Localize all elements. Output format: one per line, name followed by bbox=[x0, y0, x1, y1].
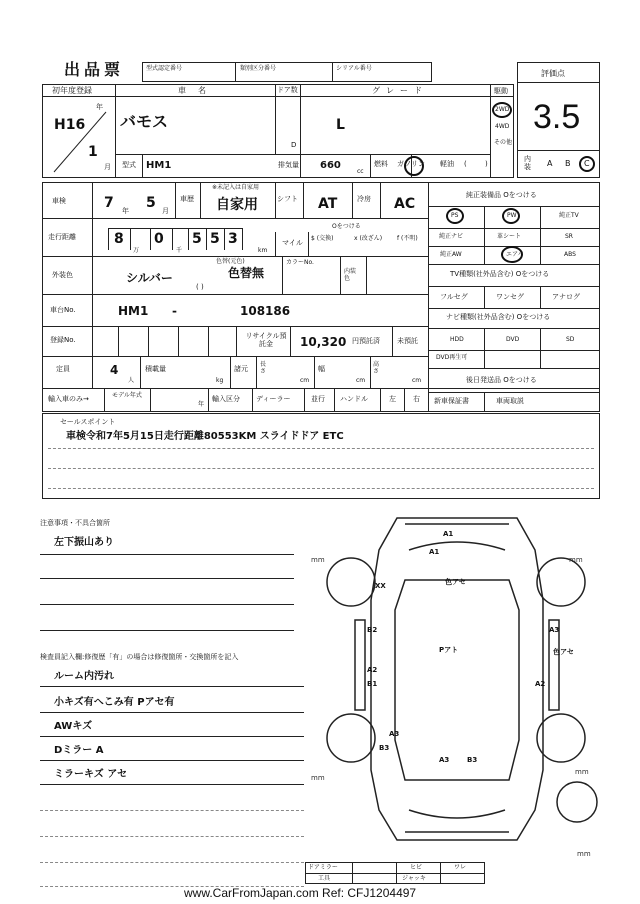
mileage-digit-1: 8 bbox=[114, 231, 124, 247]
equip-airbag: エアバ bbox=[506, 251, 524, 258]
import-dealer: ディーラー bbox=[256, 395, 291, 403]
notes-item-1: 左下振山あり bbox=[54, 537, 114, 548]
mileage-man: 万 bbox=[133, 247, 140, 254]
legend-crack: ヒビ bbox=[410, 864, 423, 871]
model-year-unit: 年 bbox=[198, 401, 205, 408]
nav-title: ナビ種類(社外品含む) Oをつける bbox=[446, 313, 551, 321]
mileage-digit-4: 5 bbox=[210, 231, 220, 247]
diag-mark-b1: B1 bbox=[367, 680, 378, 688]
car-grade: L bbox=[336, 117, 345, 133]
first-reg-month: 1 bbox=[88, 144, 98, 160]
equip-pw: PW bbox=[507, 212, 517, 219]
interior-label: 内装 bbox=[524, 155, 531, 171]
diag-mark-fade-right: 色アセ bbox=[553, 648, 574, 656]
dims-length-cm: cm bbox=[300, 377, 310, 384]
inspection-year: 7 bbox=[104, 195, 114, 211]
capacity-unit: 人 bbox=[128, 377, 135, 384]
aftermarket-title: 後日発送品 Oをつける bbox=[466, 376, 537, 384]
door-mark: D bbox=[291, 141, 297, 149]
tv-title: TV種類(社外品含む) Oをつける bbox=[450, 270, 550, 278]
sales-point-text: 車検令和7年5月15日走行距離80553KM スライドドア ETC bbox=[66, 431, 344, 442]
interior-c: C bbox=[584, 159, 590, 168]
capacity-label: 定員 bbox=[56, 365, 70, 373]
model-label: 型式 bbox=[122, 161, 136, 169]
inspection-month: 5 bbox=[146, 195, 156, 211]
mileage-circle-note: Oをつける bbox=[332, 223, 361, 230]
car-name: バモス bbox=[120, 112, 169, 131]
tv-analog: アナログ bbox=[552, 293, 580, 301]
diag-mm-2: mm bbox=[569, 556, 583, 564]
mileage-opt-tamper: x (改ざん) bbox=[354, 235, 383, 242]
capacity-value: 4 bbox=[110, 363, 119, 377]
history-value: 自家用 bbox=[216, 197, 258, 213]
dims-length: 長さ bbox=[260, 361, 267, 375]
diag-mark-a1-top: A1 bbox=[443, 530, 454, 538]
inspector-item-1: ルーム内汚れ bbox=[54, 671, 114, 682]
load-unit: kg bbox=[216, 377, 224, 384]
registration-label: 登録No. bbox=[50, 336, 76, 344]
legend-break: ワレ bbox=[454, 864, 467, 871]
tv-oneseg: ワンセグ bbox=[496, 293, 524, 301]
diag-mark-a2-left: A2 bbox=[367, 666, 378, 674]
mileage-sen: 千 bbox=[176, 247, 183, 254]
repaint-paren: ( ) bbox=[196, 283, 204, 291]
inspector-item-5: ミラーキズ アセ bbox=[54, 769, 128, 780]
deposit-paid: 円預託済 bbox=[352, 337, 380, 345]
deposit-unpaid: 未預託 bbox=[397, 337, 418, 345]
shift-label: シフト bbox=[277, 195, 298, 203]
page-title: 出品票 bbox=[64, 60, 125, 79]
import-handle: ハンドル bbox=[340, 395, 368, 403]
diag-mark-a3-left: A3 bbox=[389, 730, 400, 738]
chassis-dash: - bbox=[172, 304, 177, 318]
diag-mark-a3-rear: A3 bbox=[439, 756, 450, 764]
chassis-label: 車台No. bbox=[50, 306, 76, 314]
legend-jack: ジャッキ bbox=[402, 875, 426, 882]
mileage-digit-2: 0 bbox=[154, 231, 164, 247]
inspection-month-unit: 月 bbox=[162, 207, 169, 215]
dims-width: 幅 bbox=[318, 365, 325, 373]
import-parallel: 並行 bbox=[311, 395, 325, 403]
interior-color-label: 内装色 bbox=[344, 268, 357, 283]
fuel-paren-open: ( bbox=[464, 160, 467, 168]
displacement-label: 排気量 bbox=[278, 161, 299, 169]
diag-mark-b3-left: B3 bbox=[379, 744, 390, 752]
dims-width-cm: cm bbox=[356, 377, 366, 384]
diag-mm-1: mm bbox=[311, 556, 325, 564]
first-reg-label: 初年度登録 bbox=[52, 86, 92, 95]
fuel-paren-close: ) bbox=[485, 160, 488, 168]
diag-mm-5: mm bbox=[577, 850, 591, 858]
shift-value: AT bbox=[318, 196, 338, 212]
repaint-label: 色替(元色) bbox=[216, 258, 245, 265]
interior-c-circle bbox=[579, 156, 595, 172]
equip-abs: ABS bbox=[564, 251, 576, 258]
fuel-diesel: 軽油 bbox=[440, 160, 454, 168]
diag-mark-b3-rear: B3 bbox=[467, 756, 478, 764]
equipment-title: 純正装備品 Oをつける bbox=[466, 191, 537, 199]
interior-b: B bbox=[565, 159, 571, 168]
inspector-item-2: 小キズ有へこみ有 Pアセ有 bbox=[54, 697, 175, 708]
mileage-km: km bbox=[258, 247, 268, 254]
nav-hdd: HDD bbox=[450, 336, 464, 343]
mileage-digit-3: 5 bbox=[192, 231, 202, 247]
color-no-label: カラーNo. bbox=[286, 259, 314, 266]
first-reg-month-unit: 月 bbox=[104, 163, 111, 171]
history-note: ※未記入は自家用 bbox=[212, 184, 260, 191]
legend-tool: 工具 bbox=[318, 875, 331, 882]
score-value: 3.5 bbox=[533, 98, 581, 136]
car-damage-diagram bbox=[305, 510, 605, 858]
equip-ps: PS bbox=[451, 212, 459, 219]
equip-pw-circle bbox=[502, 208, 520, 224]
chassis-prefix: HM1 bbox=[118, 304, 149, 318]
notes-title: 注意事項・不具合箇所 bbox=[40, 519, 110, 527]
recycle-label: リサイクル預託金 bbox=[245, 332, 287, 349]
car-name-label: 車名 bbox=[178, 86, 218, 95]
legend-door-mirror: ドアミラー bbox=[308, 864, 338, 871]
grade-label: グレード bbox=[372, 86, 428, 95]
mileage-mile: マイル bbox=[282, 239, 303, 247]
inspector-title: 検査員記入欄:修復歴「有」の場合は修復箇所・交換箇所を記入 bbox=[40, 653, 239, 661]
equip-sr: SR bbox=[565, 233, 573, 240]
diag-mark-a1-hood: A1 bbox=[429, 548, 440, 556]
mileage-digit-5: 3 bbox=[228, 231, 238, 247]
drive-label: 駆動 bbox=[494, 87, 508, 95]
drive-2wd: 2WD bbox=[495, 106, 510, 113]
diag-mm-3: mm bbox=[311, 774, 325, 782]
nav-sd: SD bbox=[566, 336, 575, 343]
displacement-value: 660 bbox=[320, 160, 341, 171]
doors-label: ドア数 bbox=[277, 86, 298, 94]
sales-point-box bbox=[42, 413, 600, 499]
inspector-item-4: Dミラー A bbox=[54, 745, 104, 756]
inspection-year-unit: 年 bbox=[122, 207, 129, 215]
cooler-value: AC bbox=[394, 196, 416, 212]
mileage-opt-exchange: $ (交換) bbox=[311, 235, 334, 242]
inspector-item-3: AWキズ bbox=[54, 721, 93, 732]
diag-mark-xx: XX bbox=[375, 582, 386, 590]
equip-navi: 純正ナビ bbox=[439, 233, 464, 240]
nav-dvd: DVD bbox=[506, 336, 520, 343]
cc-unit: cc bbox=[357, 168, 364, 175]
diag-mm-4: mm bbox=[575, 768, 589, 776]
equip-leather: 革シート bbox=[497, 233, 522, 240]
cooler-label: 冷房 bbox=[357, 195, 371, 203]
import-category-label: 輸入区分 bbox=[212, 395, 240, 403]
fuel-label: 燃料 bbox=[374, 160, 388, 168]
drive-4wd: 4WD bbox=[495, 123, 510, 130]
nav-dvd-play: DVD再生可 bbox=[436, 354, 468, 361]
repaint-value: 色替無 bbox=[228, 266, 265, 280]
import-label: 輸入車のみ→ bbox=[48, 395, 89, 403]
equip-ps-circle bbox=[446, 208, 464, 224]
drive-other: その他 bbox=[494, 139, 513, 146]
serial-label: シリアル番号 bbox=[336, 65, 372, 72]
footer-ref: www.CarFromJapan.com Ref: CFJ1204497 bbox=[184, 886, 417, 900]
import-left: 左 bbox=[389, 395, 396, 403]
import-right: 右 bbox=[413, 395, 420, 403]
diag-mark-p: Pアト bbox=[439, 646, 459, 654]
type-class-label: 類別区分番号 bbox=[240, 65, 277, 72]
color-label: 外装色 bbox=[52, 271, 73, 279]
recycle-value: 10,320 bbox=[300, 335, 347, 349]
diag-mark-fade-front: 色アセ bbox=[445, 578, 466, 586]
model-cert-label: 型式認定番号 bbox=[146, 65, 183, 72]
first-reg-era: H16 bbox=[54, 117, 86, 133]
dims-height: 高さ bbox=[373, 361, 380, 375]
drive-2wd-circle bbox=[492, 102, 512, 118]
dims-label: 諸元 bbox=[234, 365, 248, 373]
dims-height-cm: cm bbox=[412, 377, 422, 384]
color-value: シルバー bbox=[126, 271, 173, 285]
mileage-opt-unknown: f (不明) bbox=[397, 235, 418, 242]
score-label: 評価点 bbox=[541, 69, 565, 78]
diag-mark-a3-right: A3 bbox=[549, 626, 560, 634]
diag-mark-a2-right: A2 bbox=[535, 680, 546, 688]
history-label: 車歴 bbox=[180, 195, 194, 203]
tv-fullseg: フルセグ bbox=[440, 293, 468, 301]
aftermarket-manual: 車両取説 bbox=[496, 397, 524, 405]
diag-mark-b2: B2 bbox=[367, 626, 378, 634]
first-reg-year-unit: 年 bbox=[96, 103, 103, 111]
fuel-gasoline-circle bbox=[404, 156, 424, 176]
aftermarket-warranty: 新車保証書 bbox=[434, 397, 469, 405]
header-code-box bbox=[142, 62, 432, 82]
interior-a: A bbox=[547, 159, 553, 168]
mileage-label: 走行距離 bbox=[48, 233, 76, 241]
model-year-label: モデル年式 bbox=[112, 392, 142, 399]
load-label: 積載量 bbox=[145, 365, 166, 373]
sales-point-label: セールスポイント bbox=[60, 418, 116, 426]
equip-aw: 純正AW bbox=[440, 251, 462, 258]
model-value: HM1 bbox=[146, 160, 172, 171]
equip-airbag-circle bbox=[501, 246, 523, 263]
equip-tv: 純正TV bbox=[559, 212, 579, 219]
chassis-number: 108186 bbox=[240, 304, 291, 318]
inspection-label: 車検 bbox=[52, 197, 66, 205]
fuel-gasoline: ガソリン bbox=[397, 160, 425, 168]
